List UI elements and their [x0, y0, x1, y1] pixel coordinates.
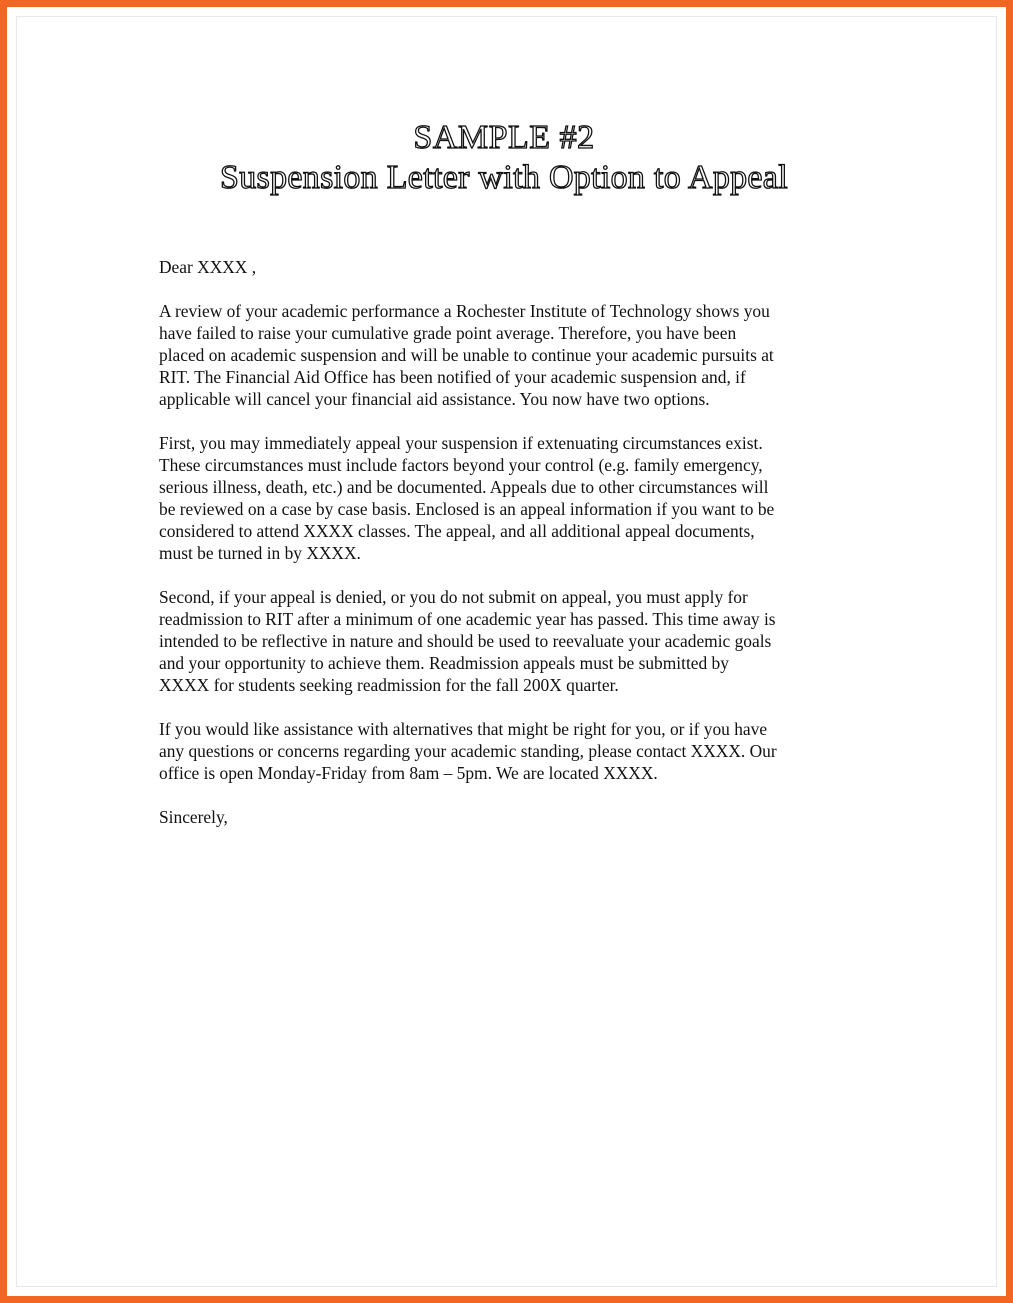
letter-subtitle: Suspension Letter with Option to Appeal [220, 159, 788, 196]
paragraph-assistance [159, 718, 869, 784]
paragraph-line: If you would like assistance with alternatives that might be right for you, or if you have [159, 719, 768, 739]
paragraph-line: readmission to RIT after a minimum of one academic year has passed. This time away is [159, 609, 776, 629]
paragraph-line: and your opportunity to achieve them. Readmission appeals must be submitted by [159, 653, 729, 673]
paragraph-line: serious illness, death, etc.) and be documented. Appeals due to other circumstances will [159, 477, 769, 497]
paragraph-line: must be turned in by XXXX. [159, 543, 361, 563]
letter-title: SAMPLE #2 [413, 119, 595, 156]
paragraph-first-option [159, 432, 869, 564]
paragraph-line: XXXX for students seeking readmission for the fall 200X quarter. [159, 675, 619, 695]
paragraph-line: considered to attend XXXX classes. The appeal, and all additional appeal documents, [159, 521, 755, 541]
paragraph-line: placed on academic suspension and will be unable to continue your academic pursuits at [159, 345, 774, 365]
paragraph-line: intended to be reflective in nature and should be used to reevaluate your academic goals [159, 631, 772, 651]
paragraph-line: RIT. The Financial Aid Office has been notified of your academic suspension and, if [159, 367, 746, 387]
paragraph-line: A review of your academic performance a Rochester Institute of Technology shows you [159, 301, 770, 321]
paragraph-review [159, 300, 869, 410]
paragraph-line: any questions or concerns regarding your academic standing, please contact XXXX. Our [159, 741, 777, 761]
paragraph-line: applicable will cancel your financial aid assistance. You now have two options. [159, 389, 710, 409]
paragraph-line: have failed to raise your cumulative grade point average. Therefore, you have been [159, 323, 737, 343]
paragraph-line: be reviewed on a case by case basis. Enclosed is an appeal information if you want to be [159, 499, 775, 519]
paragraph-line: First, you may immediately appeal your suspension if extenuating circumstances exist. [159, 433, 763, 453]
title-block [149, 118, 859, 198]
salutation: Dear XXXX , [159, 257, 257, 277]
paragraph-line: Second, if your appeal is denied, or you do not submit on appeal, you must apply for [159, 587, 748, 607]
paragraph-second-option [159, 586, 869, 696]
paragraph-line: These circumstances must include factors beyond your control (e.g. family emergency, [159, 455, 763, 475]
letter-page [159, 118, 869, 828]
closing: Sincerely, [159, 807, 228, 827]
paragraph-line: office is open Monday-Friday from 8am – 5pm. We are located XXXX. [159, 763, 658, 783]
